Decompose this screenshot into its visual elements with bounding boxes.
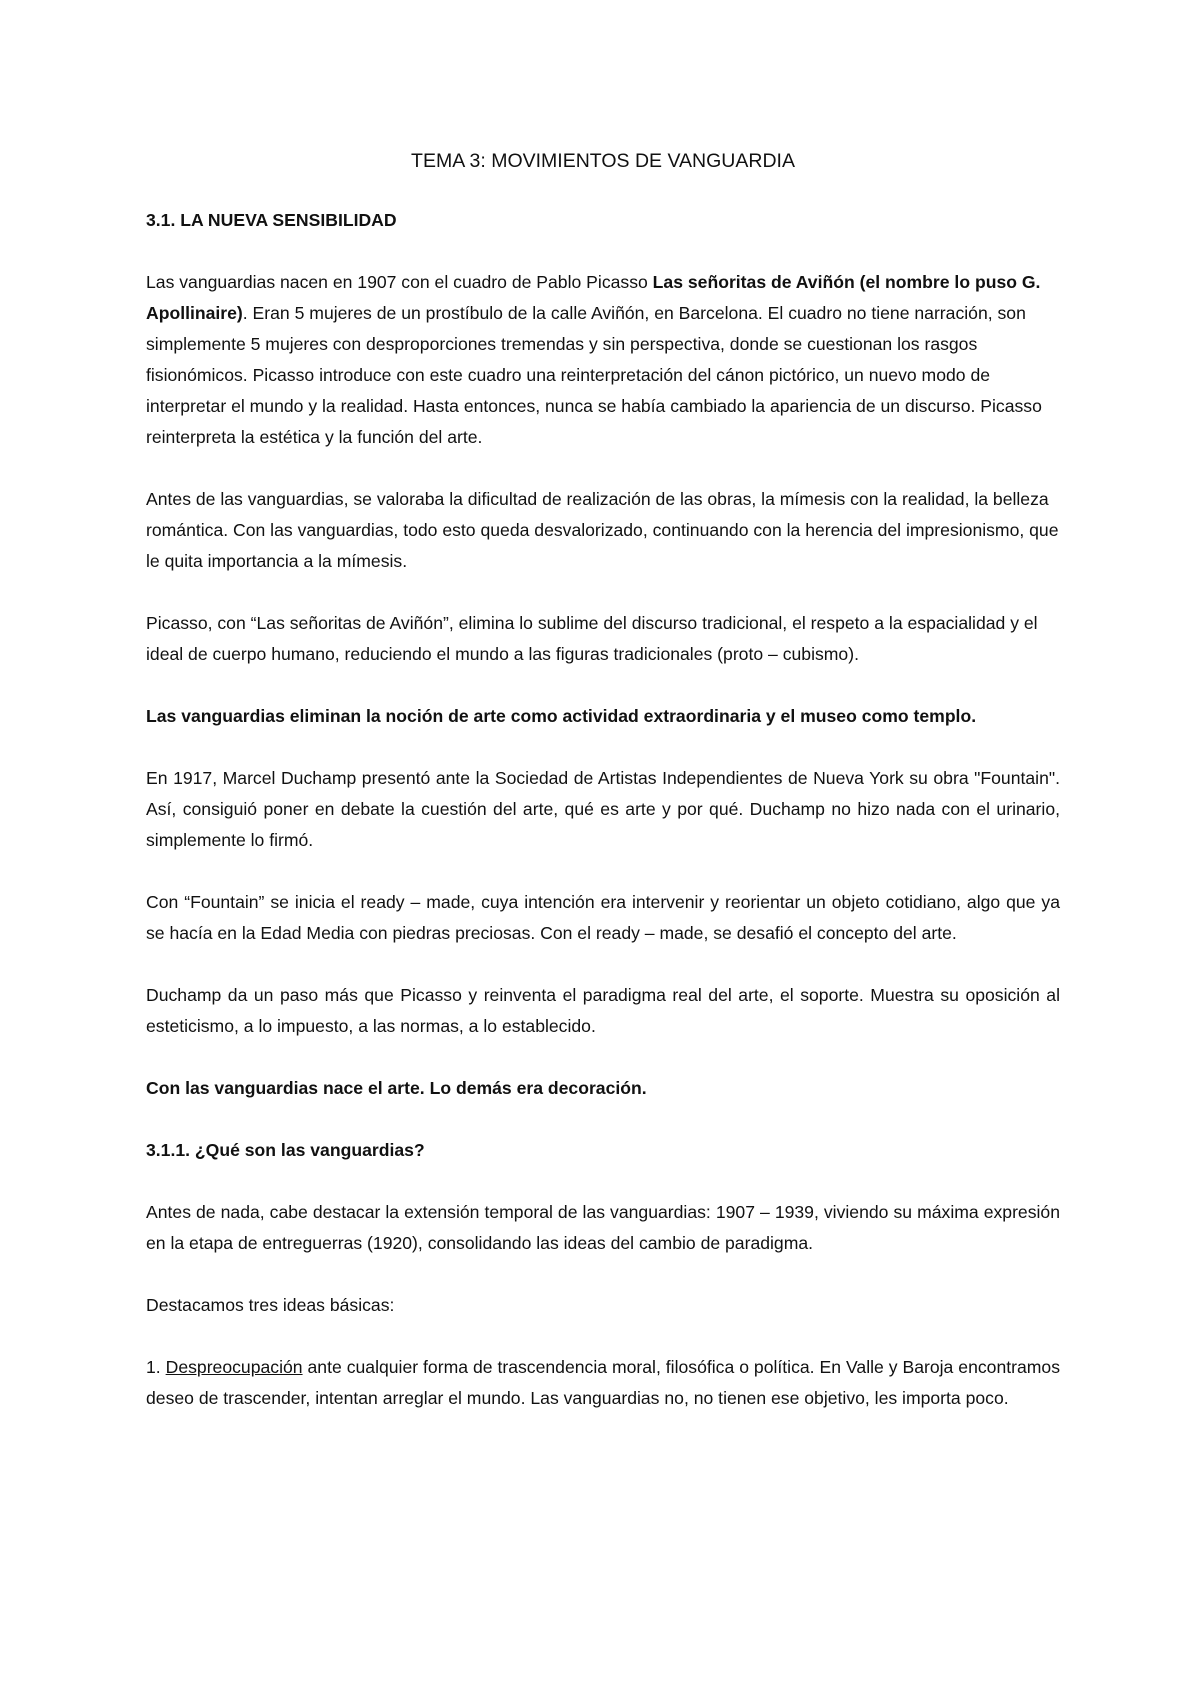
bold-text: Las señoritas de Aviñón (el nombre lo puso G. Apollinaire) [146,272,1041,323]
section-heading: 3.1. LA NUEVA SENSIBILIDAD [146,210,397,230]
paragraph: Antes de nada, cabe destacar la extensión temporal de las vanguardias: 1907 – 1939, viviendo su máxima expresión en la etapa de entreguerras (1920), consolidando las ideas del cambio de paradigma. [146,1202,1060,1253]
paragraph [146,267,1060,453]
paragraph-text: . Eran 5 mujeres de un prostíbulo de la calle Aviñón, en Barcelona. El cuadro no tiene narración, son simplemente 5 mujeres con desproporciones tremendas y sin perspectiva, donde se cuestionan los rasgos fisionómicos. Picasso introduce con este cuadro una reinterpretación del cánon pictórico, un nuevo modo de interpretar el mundo y la realidad. Hasta entonces, nunca se había cambiado la apariencia de un discurso. Picasso reinterpreta la estética y la función del arte. [146,303,1042,447]
underlined-term: Despreocupación [165,1357,303,1377]
paragraph-text: Las vanguardias nacen en 1907 con el cuadro de Pablo Picasso [146,272,653,292]
list-item-text: ante cualquier forma de trascendencia moral, filosófica o política. En Valle y Baroja encontramos deseo de trascender, intentan arreglar el mundo. Las vanguardias no, no tienen ese objetivo, les importa poco. [146,1357,1060,1408]
bold-paragraph: Las vanguardias eliminan la noción de arte como actividad extraordinaria y el museo como templo. [146,706,977,726]
paragraph: Con “Fountain” se inicia el ready – made, cuya intención era intervenir y reorientar un objeto cotidiano, algo que ya se hacía en la Edad Media con piedras preciosas. Con el ready – made, se desafió el concepto del arte. [146,892,1060,943]
paragraph: Duchamp da un paso más que Picasso y reinventa el paradigma real del arte, el soporte. Muestra su oposición al esteticismo, a lo impuesto, a las normas, a lo establecido. [146,985,1060,1036]
paragraph: Destacamos tres ideas básicas: [146,1295,395,1315]
paragraph: Picasso, con “Las señoritas de Aviñón”, elimina lo sublime del discurso tradicional, el respeto a la espacialidad y el ideal de cuerpo humano, reduciendo el mundo a las figuras tradicionales (proto – cubismo). [146,613,1038,664]
paragraph: En 1917, Marcel Duchamp presentó ante la Sociedad de Artistas Independientes de Nueva York su obra "Fountain". Así, consiguió poner en debate la cuestión del arte, qué es arte y por qué. Duchamp no hizo nada con el urinario, simplemente lo firmó. [146,768,1060,850]
paragraph: Antes de las vanguardias, se valoraba la dificultad de realización de las obras, la mímesis con la realidad, la belleza romántica. Con las vanguardias, todo esto queda desvalorizado, continuando con la herencia del impresionismo, que le quita importancia a la mímesis. [146,489,1059,571]
list-number: 1. [146,1357,166,1377]
list-item [146,1352,1060,1414]
document-title: TEMA 3: MOVIMIENTOS DE VANGUARDIA [411,150,795,172]
subsection-heading: 3.1.1. ¿Qué son las vanguardias? [146,1140,425,1160]
document-body [146,146,1060,1445]
bold-paragraph: Con las vanguardias nace el arte. Lo demás era decoración. [146,1078,647,1098]
